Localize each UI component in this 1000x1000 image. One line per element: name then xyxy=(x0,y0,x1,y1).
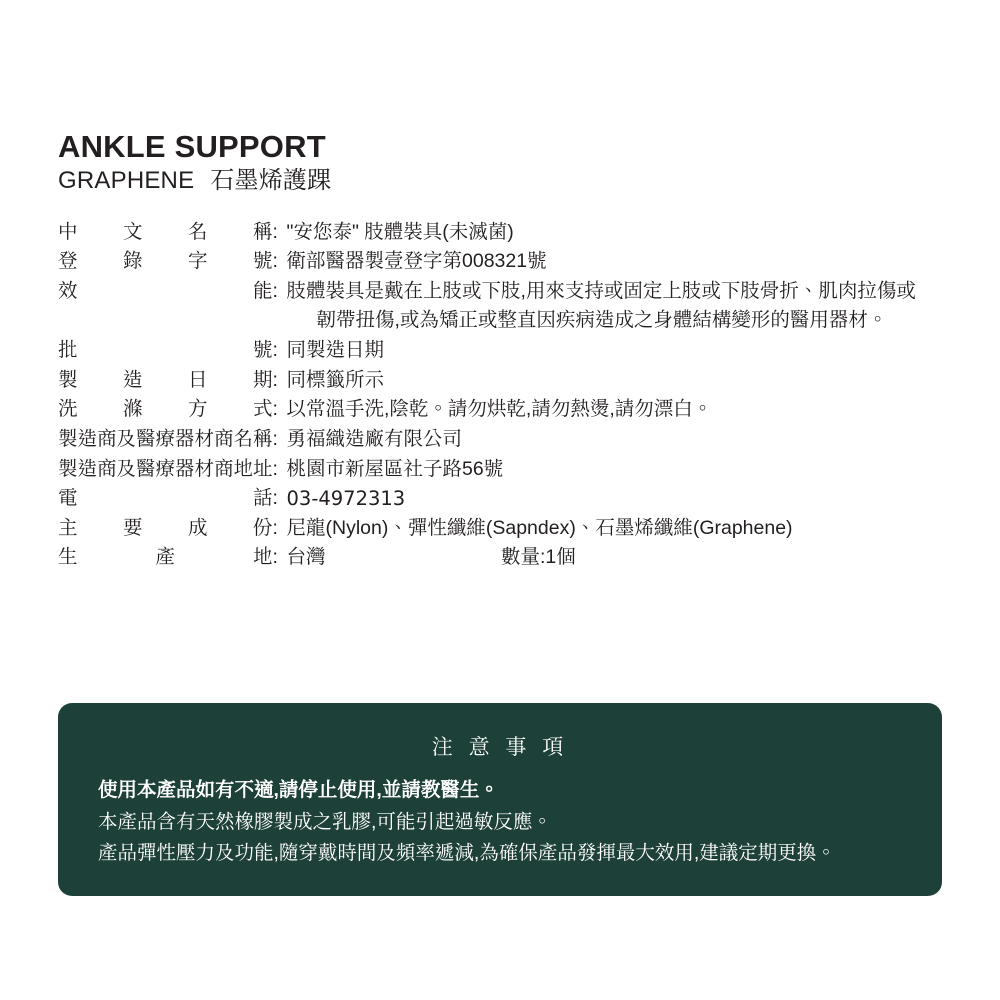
spec-row-batch xyxy=(58,336,958,366)
origin-value: 台灣 xyxy=(286,546,326,569)
subtitle-chinese: 石墨烯護踝 xyxy=(210,166,332,194)
spec-value: 同標籤所示 xyxy=(286,368,385,391)
notice-line-2: 本產品含有天然橡膠製成之乳膠,可能引起過敏反應。 xyxy=(98,810,552,833)
spec-label xyxy=(58,247,273,277)
spec-colon: : xyxy=(272,339,278,362)
page-title: ANKLE SUPPORT xyxy=(58,129,326,164)
spec-colon: : xyxy=(272,457,278,480)
spec-label xyxy=(58,543,273,573)
spec-value-phone: 03-4972313 xyxy=(286,487,406,511)
spec-label-text: 登 錄 字 號 xyxy=(58,250,273,273)
spec-value-line1: 肢體裝具是戴在上肢或下肢,用來支持或固定上肢或下肢骨折、肌肉拉傷或 xyxy=(286,279,916,302)
spec-label-text: 製 造 日 期 xyxy=(58,368,273,391)
spec-label-text: 主 要 成 份 xyxy=(58,516,273,539)
spec-colon: : xyxy=(272,546,278,569)
label-content xyxy=(58,130,958,573)
spec-colon: : xyxy=(272,279,278,302)
spec-label-text: 效 能 xyxy=(58,279,273,302)
spec-row-washing xyxy=(58,395,958,425)
spec-label xyxy=(58,218,273,248)
spec-colon: : xyxy=(272,250,278,273)
spec-colon: : xyxy=(272,427,278,450)
spec-label-text: 電 話 xyxy=(58,487,273,510)
spec-colon: : xyxy=(272,220,278,243)
spec-row-function xyxy=(58,277,958,336)
spec-colon: : xyxy=(272,368,278,391)
specification-table xyxy=(58,218,958,574)
spec-label xyxy=(58,336,273,366)
spec-value: 桃園市新屋區社子路56號 xyxy=(286,457,504,480)
spec-row-composition xyxy=(58,514,958,544)
page-subtitle xyxy=(58,167,958,196)
spec-row-phone xyxy=(58,484,958,514)
spec-row-manufacture-date xyxy=(58,366,958,396)
spec-value: 以常溫手洗,陰乾。請勿烘乾,請勿熱燙,請勿漂白。 xyxy=(286,398,713,421)
spec-label xyxy=(58,277,273,336)
spec-label-text: 生 產 地 xyxy=(58,546,273,569)
spec-row-manufacturer-name xyxy=(58,425,958,455)
spec-value xyxy=(287,543,958,573)
spec-label xyxy=(58,366,273,396)
spec-label-text: 製造商及醫療器材商名稱 xyxy=(58,427,273,450)
spec-value xyxy=(287,277,958,336)
spec-value: 同製造日期 xyxy=(286,339,385,362)
spec-label xyxy=(58,514,273,544)
notice-panel xyxy=(58,703,942,896)
spec-colon: : xyxy=(272,487,278,510)
spec-label-text: 批 號 xyxy=(58,339,273,362)
spec-value: "安您泰" 肢體裝具(未滅菌) xyxy=(286,220,514,243)
spec-colon: : xyxy=(272,516,278,539)
notice-title: 注 意 事 項 xyxy=(431,736,569,759)
subtitle-english: GRAPHENE xyxy=(58,166,195,194)
spec-label xyxy=(58,455,273,485)
spec-label-text: 中 文 名 稱 xyxy=(58,220,273,243)
spec-label-text: 製造商及醫療器材商地址 xyxy=(58,457,273,480)
spec-label-text: 洗 滌 方 式 xyxy=(58,398,273,421)
quantity-value: 數量:1個 xyxy=(500,546,576,569)
spec-value-line2: 韌帶扭傷,或為矯正或整直因疾病造成之身體結構變形的醫用器材。 xyxy=(316,309,888,332)
notice-line-3: 產品彈性壓力及功能,隨穿戴時間及頻率遞減,為確保產品發揮最大效用,建議定期更換。 xyxy=(98,842,836,865)
spec-label xyxy=(58,425,273,455)
spec-row-name xyxy=(58,218,958,248)
spec-colon: : xyxy=(272,398,278,421)
spec-row-manufacturer-address xyxy=(58,455,958,485)
spec-label xyxy=(58,484,273,514)
spec-row-origin xyxy=(58,543,958,573)
spec-value: 勇福織造廠有限公司 xyxy=(286,427,463,450)
spec-row-registration xyxy=(58,247,958,277)
spec-value: 尼龍(Nylon)、彈性纖維(Sapndex)、石墨烯纖維(Graphene) xyxy=(286,516,793,539)
spec-label xyxy=(58,395,273,425)
spec-value: 衛部醫器製壹登字第008321號 xyxy=(286,250,547,273)
notice-line-1: 使用本產品如有不適,請停止使用,並請教醫生。 xyxy=(98,779,499,801)
